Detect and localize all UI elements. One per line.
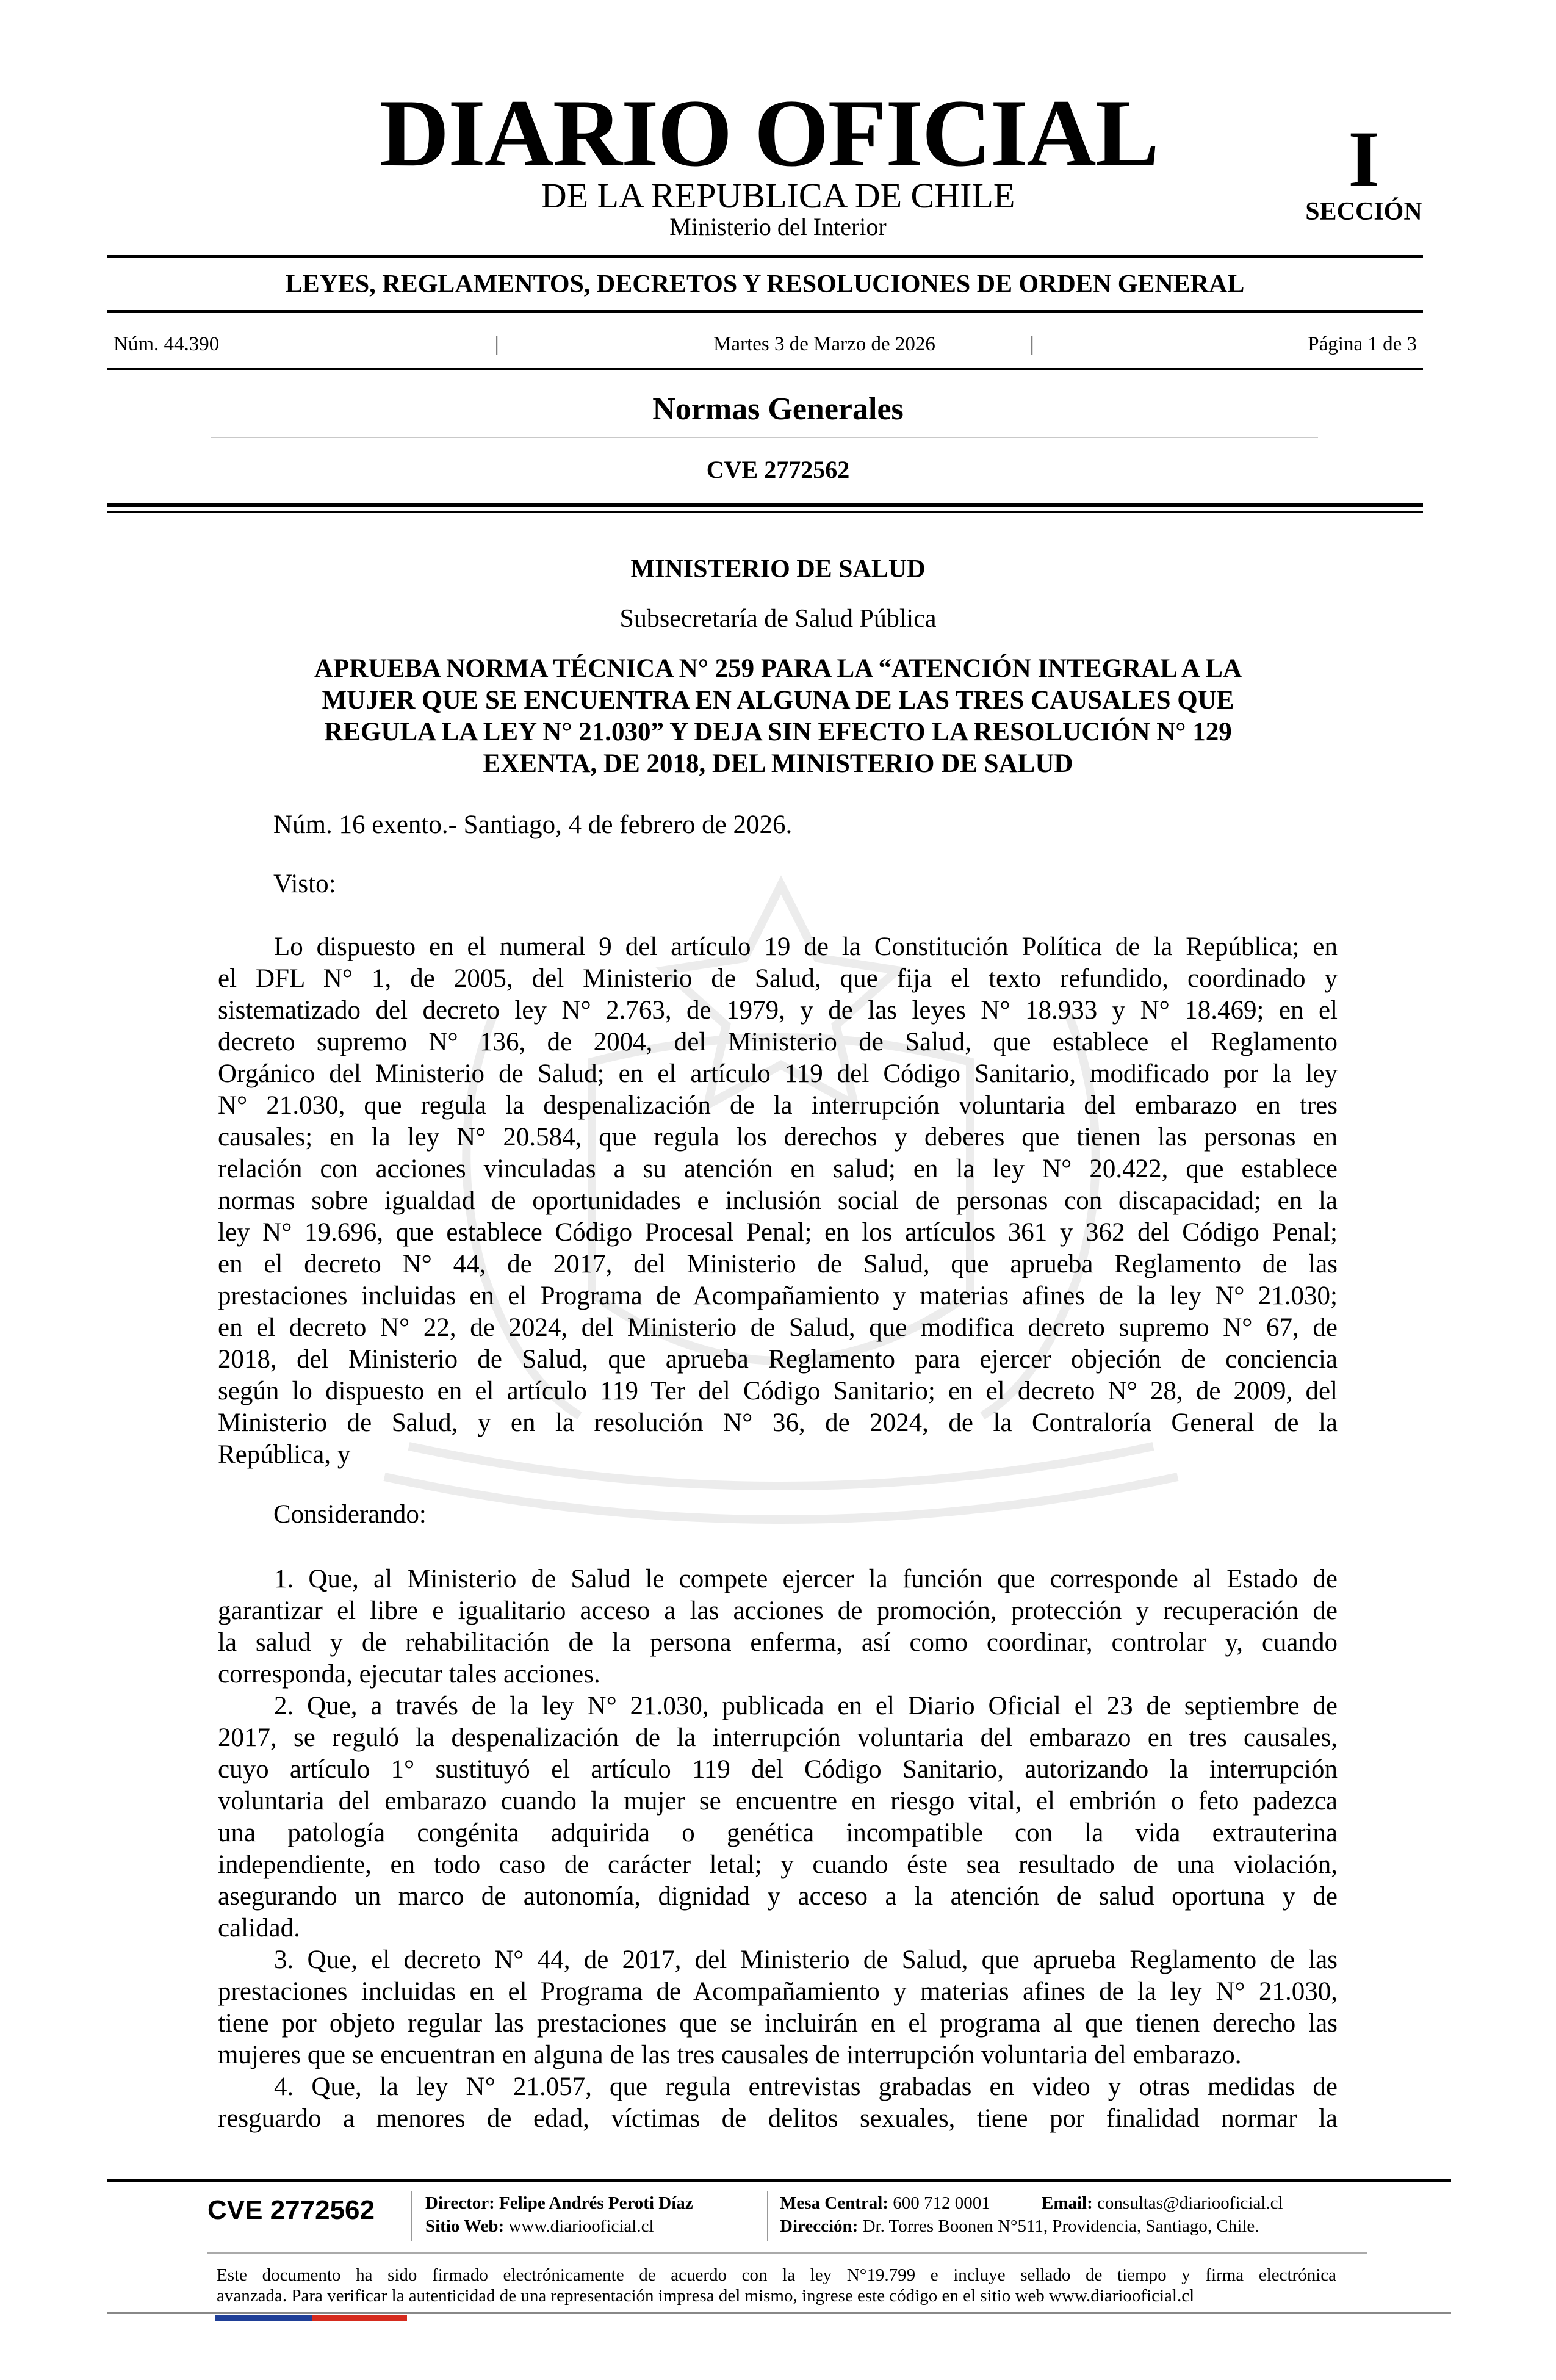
visto-label: Visto: (273, 870, 336, 898)
footer-divider (207, 2252, 1367, 2254)
email-label: Email: (1042, 2193, 1093, 2213)
issuing-ministry: MINISTERIO DE SALUD (630, 555, 926, 583)
text-line: 1. Que, al Ministerio de Salud le compete ejercer la función que corresponde al Estado de (274, 1565, 1338, 1593)
address-label: Dirección: (780, 2216, 859, 2236)
text-line: Orgánico del Ministerio de Salud; en el artículo 119 del Código Sanitario, modificado por la ley (218, 1059, 1338, 1088)
address-value: Dr. Torres Boonen N°511, Providencia, Santiago, Chile. (862, 2216, 1259, 2236)
text-line: relación con acciones vinculadas a su atención en salud; en la ley N° 20.422, que establece (218, 1155, 1338, 1183)
text-line: República, y (218, 1440, 351, 1469)
divider (107, 368, 1423, 370)
section-number: I (1348, 114, 1380, 204)
decree-title-line: APRUEBA NORMA TÉCNICA N° 259 PARA LA “ATENCIÓN INTEGRAL A LA (314, 654, 1242, 683)
text-line: resguardo a menores de edad, víctimas de delitos sexuales, tiene por finalidad normar la (218, 2104, 1338, 2133)
text-line: una patología congénita adquirida o genética incompatible con la vida extrauterina (218, 1819, 1338, 1847)
text-line: Lo dispuesto en el numeral 9 del artículo 19 de la Constitución Política de la República; en (274, 932, 1338, 961)
text-line: el DFL N° 1, de 2005, del Ministerio de Salud, que fija el texto refundido, coordinado y (218, 964, 1338, 993)
text-line: mujeres que se encuentran en alguna de las tres causales de interrupción voluntaria del embarazo. (218, 2041, 1242, 2069)
text-line: según lo dispuesto en el artículo 119 Ter del Código Sanitario; en el decreto N° 28, de 2009, del (218, 1377, 1338, 1405)
divider (211, 437, 1318, 438)
text-line: en el decreto N° 44, de 2017, del Ministerio de Salud, que aprueba Reglamento de las (218, 1250, 1338, 1278)
footer-separator (767, 2191, 768, 2241)
text-line: ley N° 19.696, que establece Código Procesal Penal; en los artículos 361 y 362 del Código Penal; (218, 1218, 1338, 1247)
footer-cve-code: CVE 2772562 (207, 2195, 375, 2225)
director-label: Director: (425, 2193, 495, 2213)
phone-number: 600 712 0001 (893, 2193, 990, 2213)
website-label: Sitio Web: (425, 2216, 505, 2236)
decree-title-line: MUJER QUE SE ENCUENTRA EN ALGUNA DE LAS TRES CAUSALES QUE (322, 686, 1234, 715)
section-label: SECCIÓN (1305, 198, 1422, 226)
issue-number: Núm. 44.390 (113, 333, 220, 355)
considerando-body (218, 1563, 1338, 2135)
text-line: 2017, se reguló la despenalización de la interrupción voluntaria del embarazo en tres causales, (218, 1723, 1338, 1752)
text-line: independiente, en todo caso de carácter letal; y cuando éste sea resultado de una violación, (218, 1850, 1338, 1879)
text-line: 3. Que, el decreto N° 44, de 2017, del Ministerio de Salud, que aprueba Reglamento de las (274, 1945, 1338, 1974)
cve-code: CVE 2772562 (706, 456, 850, 483)
text-line: 4. Que, la ley N° 21.057, que regula entrevistas grabadas en video y otras medidas de (274, 2072, 1338, 2101)
text-line: tiene por objeto regular las prestaciones que se incluirán en el programa al que tienen derecho las (218, 2009, 1338, 2038)
text-line: calidad. (218, 1914, 300, 1942)
masthead-ministry: Ministerio del Interior (669, 213, 887, 240)
section-title: Normas Generales (652, 392, 904, 427)
text-line: 2018, del Ministerio de Salud, que aprueba Reglamento para ejercer objeción de conciencia (218, 1345, 1338, 1374)
text-line: prestaciones incluidas en el Programa de Acompañamiento y materias afines de la ley N° 21.030; (218, 1282, 1338, 1310)
footer-separator (411, 2191, 412, 2241)
text-line: N° 21.030, que regula la despenalización de la interrupción voluntaria del embarazo en tres (218, 1091, 1338, 1120)
footer-divider (107, 2312, 1451, 2314)
decree-number: Núm. 16 exento.- Santiago, 4 de febrero de 2026. (273, 810, 793, 839)
masthead-title: DIARIO OFICIAL (380, 80, 1158, 187)
text-line: Ministerio de Salud, y en la resolución N° 36, de 2024, de la Contraloría General de la (218, 1408, 1338, 1437)
text-line: la salud y de rehabilitación de la persona enferma, así como coordinar, controlar y, cuando (218, 1628, 1338, 1657)
footer-director (425, 2194, 693, 2212)
legal-notice (217, 2265, 1336, 2306)
masthead-subtitle: DE LA REPUBLICA DE CHILE (541, 176, 1015, 215)
decree-title-line: REGULA LA LEY N° 21.030” Y DEJA SIN EFECTO LA RESOLUCIÓN N° 129 (324, 718, 1232, 746)
info-separator: | (495, 333, 499, 355)
footer-phone (780, 2194, 990, 2212)
text-line: sistematizado del decreto ley N° 2.763, de 1979, y de las leyes N° 18.933 y N° 18.469; en el (218, 996, 1338, 1025)
text-line: voluntaria del embarazo cuando la mujer se encuentre en riesgo vital, el embrión o feto padezca (218, 1787, 1338, 1816)
decree-title (244, 653, 1312, 780)
footer-divider (107, 2179, 1451, 2182)
category-banner: LEYES, REGLAMENTOS, DECRETOS Y RESOLUCIONES DE ORDEN GENERAL (285, 270, 1245, 298)
text-line: asegurando un marco de autonomía, dignidad y acceso a la atención de salud oportuna y de (218, 1882, 1338, 1911)
text-line: cuyo artículo 1° sustituyó el artículo 119 del Código Sanitario, autorizando la interrupción (218, 1755, 1338, 1784)
text-line: normas sobre igualdad de oportunidades e inclusión social de personas con discapacidad; en la (218, 1186, 1338, 1215)
page-counter: Página 1 de 3 (1308, 333, 1417, 355)
flag-stripe-blue (215, 2315, 312, 2321)
divider (107, 255, 1423, 258)
considerando-label: Considerando: (273, 1500, 427, 1529)
flag-stripe-red (312, 2315, 407, 2321)
visto-body (218, 931, 1338, 1471)
text-line: 2. Que, a través de la ley N° 21.030, publicada en el Diario Oficial el 23 de septiembre de (274, 1692, 1338, 1720)
divider (107, 503, 1423, 507)
footer-email (1042, 2194, 1283, 2212)
text-line: decreto supremo N° 136, de 2004, del Ministerio de Salud, que establece el Reglamento (218, 1028, 1338, 1056)
footer-address (780, 2218, 1259, 2235)
info-separator: | (1030, 333, 1034, 355)
text-line: prestaciones incluidas en el Programa de Acompañamiento y materias afines de la ley N° 21.030, (218, 1977, 1338, 2006)
divider (107, 511, 1423, 513)
text-line: garantizar el libre e igualitario acceso a las acciones de promoción, protección y recuperación de (218, 1596, 1338, 1625)
text-line: en el decreto N° 22, de 2024, del Ministerio de Salud, que modifica decreto supremo N° 67, de (218, 1313, 1338, 1342)
text-line: causales; en la ley N° 20.584, que regula los derechos y deberes que tienen las personas en (218, 1123, 1338, 1152)
text-line: corresponda, ejecutar tales acciones. (218, 1660, 600, 1689)
decree-title-line: EXENTA, DE 2018, DEL MINISTERIO DE SALUD (483, 749, 1073, 778)
issue-date: Martes 3 de Marzo de 2026 (713, 333, 935, 355)
legal-line: avanzada. Para verificar la autenticidad de una representación impresa del mismo, ingrese este código en el sitio web www.diariooficial.cl (217, 2286, 1195, 2306)
legal-line: Este documento ha sido firmado electrónicamente de acuerdo con la ley N°19.799 e incluye sellado de tiempo y firma electrónica (217, 2265, 1336, 2285)
phone-label: Mesa Central: (780, 2193, 888, 2213)
director-name: Felipe Andrés Peroti Díaz (499, 2193, 693, 2213)
footer-website (425, 2218, 654, 2235)
subsecretaria: Subsecretaría de Salud Pública (619, 605, 937, 633)
website-link[interactable]: www.diariooficial.cl (508, 2216, 654, 2236)
divider (107, 310, 1423, 313)
email-link[interactable]: consultas@diariooficial.cl (1097, 2193, 1283, 2213)
